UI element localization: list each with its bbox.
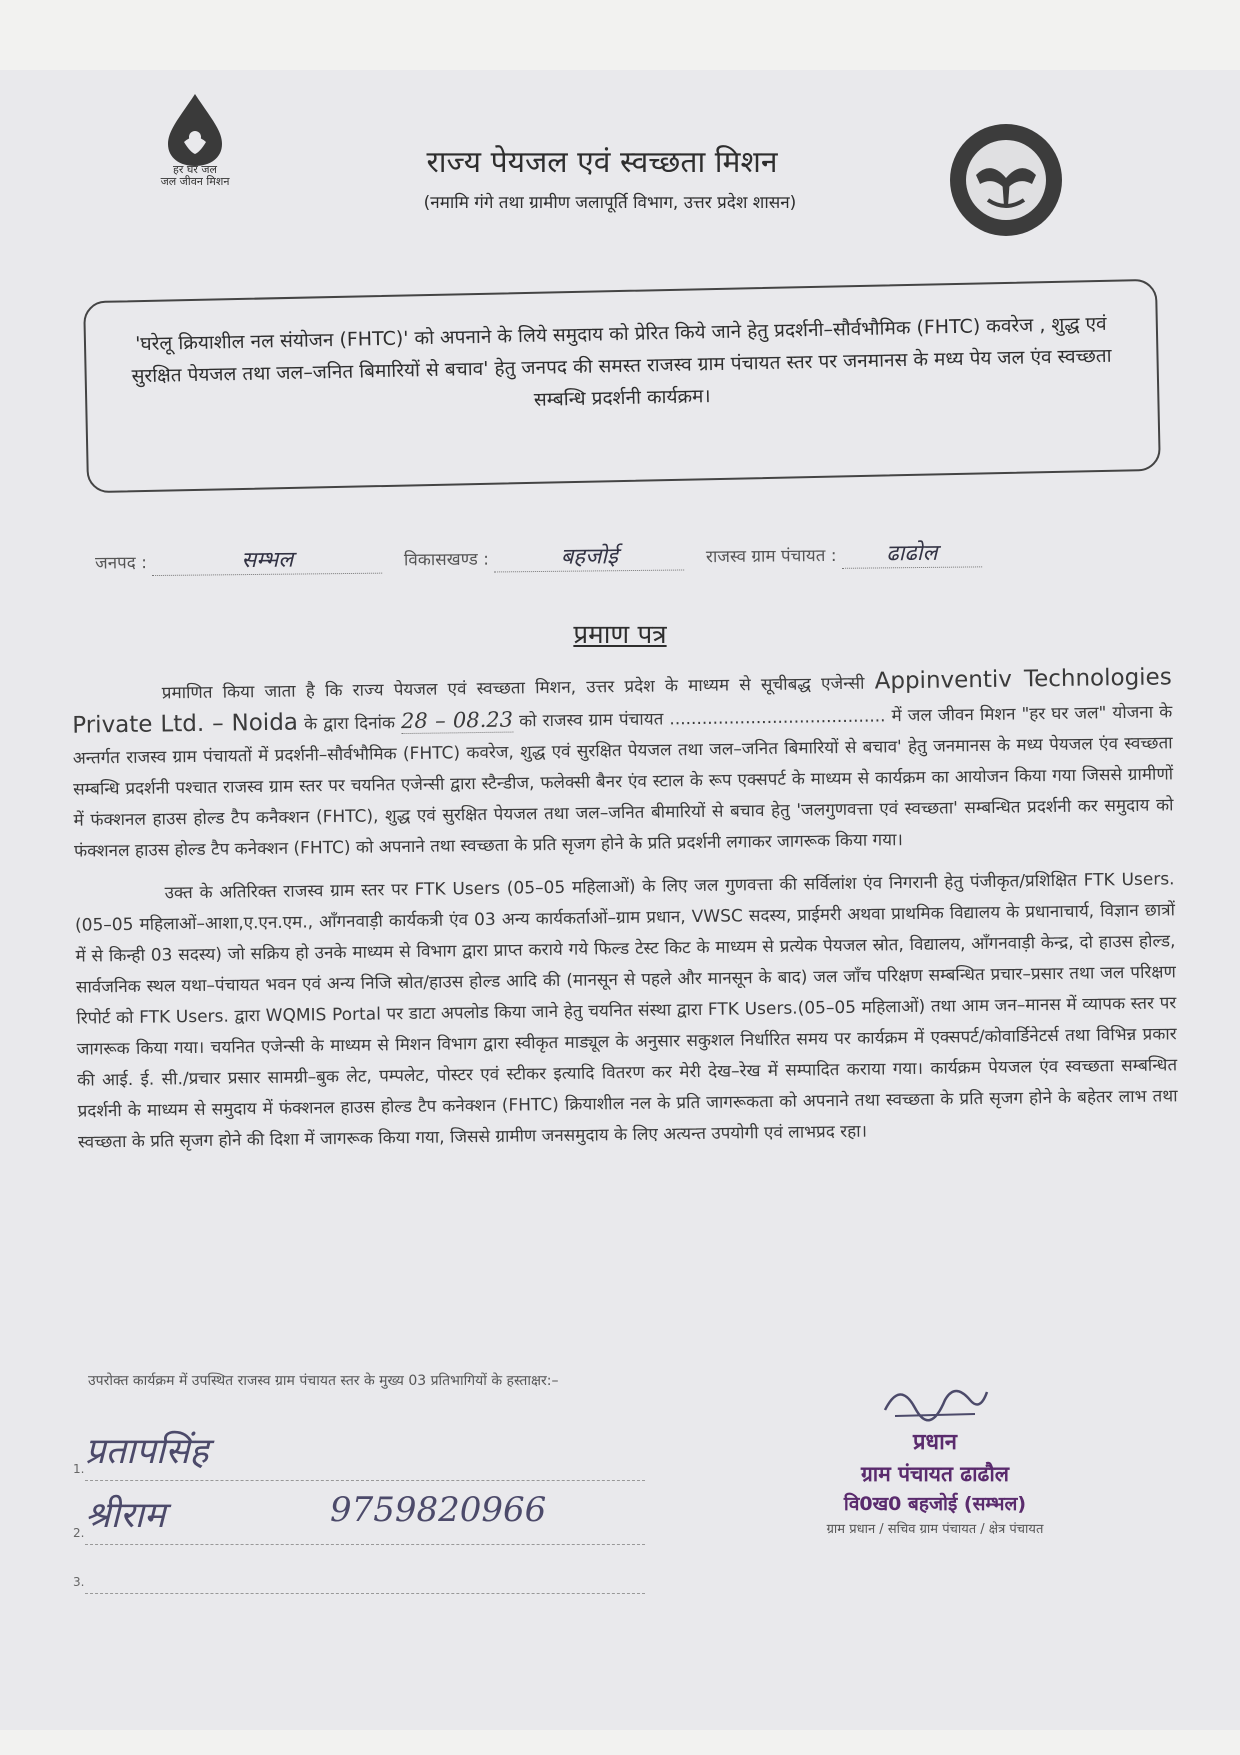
up-government-emblem bbox=[946, 120, 1066, 240]
stamp-caption: ग्राम प्रधान / सचिव ग्राम पंचायत / क्षेत्र पंचायत bbox=[826, 1522, 1044, 1537]
district-value: सम्भल bbox=[152, 543, 382, 576]
participant-name-1: प्रतापसिंह bbox=[85, 1431, 209, 1472]
pradhan-stamp bbox=[790, 1370, 1080, 1540]
jal-jeevan-mission-logo bbox=[140, 92, 250, 202]
pradhan-signature-icon bbox=[875, 1370, 995, 1422]
block-value: बहजोई bbox=[494, 539, 684, 572]
stamp-line-2: वि0ख0 बहजोई (सम्भल) bbox=[843, 1493, 1027, 1515]
program-title-box bbox=[83, 279, 1161, 493]
panchayat-label: राजस्व ग्राम पंचायत : bbox=[705, 545, 837, 568]
signature-number-3: 3. bbox=[73, 1575, 85, 1589]
participant-name-2: श्रीराम bbox=[85, 1495, 166, 1536]
program-title-text: 'घरेलू क्रियाशील नल संयोजन (FHTC)' को अपनाने के लिये समुदाय को प्रेरित किये जाने हेतु प्रदर्शनी–सौर्वभौमिक (FHTC) कवरेज , शुद्ध एवं सुरक्षित पेयजल तथा जल–जनित बिमारियों से बचाव' हेतु जनपद की समस्त राजस्व ग्राम पंचायत स्तर पर जनमानस के मध्य पेय जल एंव स्वच्छता सम्बन्धि प्रदर्शनी कार्यक्रम। bbox=[131, 312, 1112, 411]
certificate-title: प्रमाण पत्र bbox=[573, 620, 667, 650]
para1-by-date: के द्वारा दिनांक bbox=[303, 713, 396, 735]
participant-signature-3 bbox=[73, 1553, 645, 1594]
agency-name: Appinventiv Technologies Private Ltd. – Noida bbox=[72, 664, 1172, 739]
program-date: 28 – 08.23 bbox=[400, 707, 514, 734]
signature-number-2: 2. bbox=[73, 1526, 85, 1540]
participants-note: उपरोक्त कार्यक्रम में उपस्थित राजस्व ग्राम पंचायत स्तर के मुख्य 03 प्रतिभागियों के हस्ताक्षर:– bbox=[88, 1373, 559, 1389]
header-subtitle: (नमामि गंगे तथा ग्रामीण जलापूर्ति विभाग, उत्तर प्रदेश शासन) bbox=[423, 193, 797, 213]
stamp-title: प्रधान bbox=[913, 1430, 957, 1455]
paragraph-1 bbox=[72, 662, 1175, 867]
emblem-seal-icon bbox=[946, 120, 1066, 240]
header-title: राज्य पेयजल एवं स्वच्छता मिशन bbox=[426, 145, 778, 180]
signature-number-1: 1. bbox=[73, 1462, 85, 1476]
participant-signature-1 bbox=[73, 1425, 645, 1481]
participant-phone: 9759820966 bbox=[330, 1490, 547, 1530]
water-drop-icon bbox=[140, 92, 250, 167]
district-label: जनपद : bbox=[94, 553, 148, 574]
block-label: विकासखण्ड : bbox=[403, 549, 490, 571]
certificate-body bbox=[72, 662, 1179, 1170]
panchayat-value: ढाढोल bbox=[842, 536, 982, 568]
para1-intro: प्रमाणित किया जाता है कि राज्य पेयजल एवं स्वच्छता मिशन, उत्तर प्रदेश के माध्यम से सूचीबद्ध एजेन्सी bbox=[161, 673, 865, 704]
logo-left-caption: हर घर जल जल जीवन मिशन bbox=[160, 163, 230, 188]
stamp-line-1: ग्राम पंचायत ढाढौल bbox=[860, 1462, 1010, 1486]
paragraph-2: उक्त के अतिरिक्त राजस्व ग्राम स्तर पर FTK Users (05–05 महिलाओं) के लिए जल गुणवत्ता की सर्विलांश एंव निगरानी हेतु पंजीकृत/प्रशिक्षित FTK Users.(05–05 महिलाओं–आशा,ए.एन.एम., आँगनवाड़ी कार्यकत्री एंव 03 अन्य कार्यकर्ताओं–ग्राम प्रधान, VWSC सदस्य, प्राईमरी अथवा प्राथमिक विद्यालय के प्रधानाचार्य, विज्ञान छात्रों में से किन्ही 03 सदस्य) जो सक्रिय हो उनके माध्यम से विभाग द्वारा प्राप्त कराये गये फिल्ड टेस्ट किट के माध्यम से प्रत्येक पेयजल स्रोत, विद्यालय, आँगनवाड़ी केन्द्र, दो हाउस होल्ड, सार्वजनिक स्थल यथा–पंचायत भवन एवं अन्य निजि स्रोत/हाउस होल्ड आदि की (मानसून से पहले और मानसून के बाद) जल जाँच परिक्षण सम्बन्धित प्रचार–प्रसार तथा जल परिक्षण रिपोर्ट को FTK Users. द्वारा WQMIS Portal पर डाटा अपलोड किया जाने हेतु चयनित संस्था द्वारा FTK Users.(05–05 महिलाओं) तथा आम जन–मानस में व्यापक स्तर पर जागरूक किया गया। चयनित एजेन्सी के माध्यम से मिशन विभाग द्वारा स्वीकृत माड्यूल के अनुसार सकुशल निर्धारित समय पर कार्यक्रम में एक्सपर्ट/कोवार्डिनेटर्स तथा विभिन्न प्रकार की आई. ई. सी./प्रचार प्रसार सामग्री–बुक लेट, पम्पलेट, पोस्टर एवं स्टीकर इत्यादि वितरण कर मेरी देख–रेख में सम्पादित कराया गया। कार्यक्रम पेयजल एंव स्वच्छता सम्बन्धित प्रदर्शनी के माध्यम से समुदाय में फंक्शनल हाउस होल्ड टैप कनेक्शन (FHTC) क्रियाशील नल के प्रति जागरूकता को अपनाने तथा स्वच्छता के प्रति सृजग होने के बहेतर लाभ तथा स्वच्छता के प्रति सृजग होने की दिशा में जागरूक किया गया, जिससे ग्रामीण जनसमुदाय के लिए अत्यन्त उपयोगी एवं लाभप्रद रहा। bbox=[74, 869, 1178, 1153]
para1-rest: को राजस्व ग्राम पंचायत ........................................ में जल जीवन मिशन "हर घर जल" योजना के अन्तर्गत राजस्व ग्राम पंचायतों में प्रदर्शनी–सौर्वभौमिक (FHTC) कवरेज, शुद्ध एवं सुरक्षित पेयजल तथा जल–जनित बिमारियों से बचाव' हेतु जनमानस के मध्य पेयजल एंव स्वच्छता सम्बन्धि प्रदर्शनी पश्चात राजस्व ग्राम स्तर पर चयनित एजेन्सी द्वारा स्टैन्डीज, फलेक्सी बैनर एंव स्टाल के रूप एक्सपर्ट के माध्यम से कार्यक्रम का आयोजन किया गया जिससे ग्रामीणों में फंक्शनल हाउस होल्ड टैप कनैक्शन (FHTC), शुद्ध एवं सुरक्षित पेयजल तथा जल–जनित बीमारियों से बचाव हेतु 'जलगुणवत्ता एवं स्वच्छता' सम्बन्धित प्रदर्शनी कर समुदाय को फंक्शनल हाउस होल्ड टैप कनेक्शन (FHTC) को अपनाने तथा स्वच्छता के प्रति सृजग होने के प्रति प्रदर्शनी लगाकर जागरूक किया गया। bbox=[72, 702, 1174, 862]
